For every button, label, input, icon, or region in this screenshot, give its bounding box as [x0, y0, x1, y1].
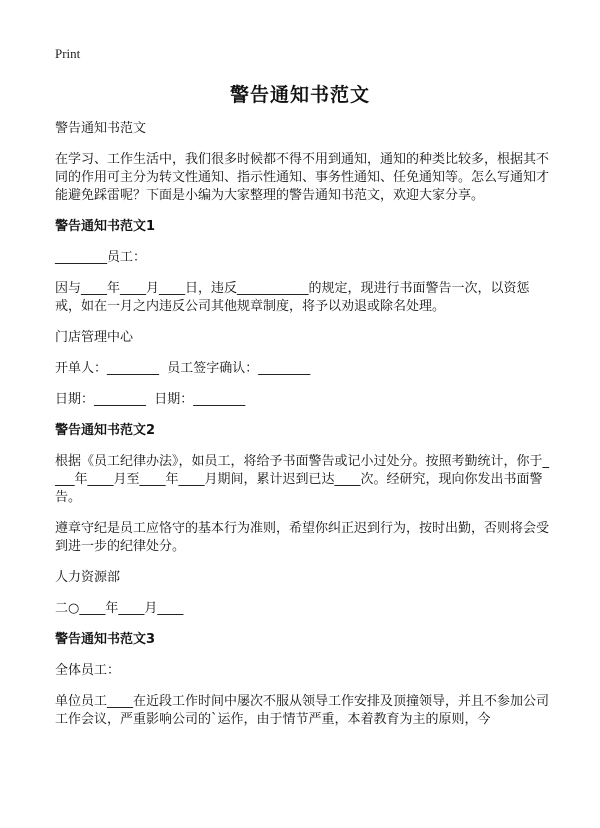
section2-heading: 警告通知书范文2 — [55, 423, 156, 438]
section1-sign-line: 开单人：________ 员工签字确认：________ — [55, 361, 311, 376]
section1-heading: 警告通知书范文1 — [55, 219, 156, 234]
section1-salutation: ________员工： — [55, 250, 147, 265]
section3-salutation: 全体员工： — [55, 663, 121, 678]
document-body — [55, 120, 550, 729]
section3-heading: 警告通知书范文3 — [55, 632, 156, 647]
section2-date-line: 二○____年____月____ — [55, 601, 184, 616]
section2-org: 人力资源部 — [55, 570, 121, 585]
section1-org: 门店管理中心 — [55, 330, 134, 345]
intro-subtitle: 警告通知书范文 — [55, 121, 147, 136]
section2-body1: 根据《员工纪律办法》，如员工，将给予书面警告或记小过处分。按照考勤统计，你于____年____月至____年____月期间，累计迟到已达____次。经研究，现向你发出书面警告。 — [55, 454, 550, 505]
document-title: 警告通知书范文 — [229, 84, 370, 106]
section1-body: 因与____年____月____日，违反___________的规定，现进行书面警告一次，以资惩戒，如在一月之内违反公司其他规章制度，将予以劝退或除名处理。 — [55, 281, 530, 314]
section2-body2: 遵章守纪是员工应恪守的基本行为准则，希望你纠正迟到行为，按时出勤，否则将会受到进一步的纪律处分。 — [55, 521, 550, 554]
section1-date-line: 日期：________ 日期：________ — [55, 392, 246, 407]
intro-paragraph: 在学习、工作生活中，我们很多时候都不得不用到通知，通知的种类比较多，根据其不同的作用可主分为转文性通知、指示性通知、事务性通知、任免通知等。怎么写通知才能避免踩雷呢？下面是小编为大家整理的警告通知书范文，欢迎大家分享。 — [55, 152, 550, 203]
print-link[interactable]: Print — [55, 46, 81, 61]
section3-body: 单位员工____在近段工作时间中屡次不服从领导工作安排及顶撞领导，并且不参加公司工作会议，严重影响公司的`运作，由于情节严重，本着教育为主的原则，今 — [55, 694, 550, 727]
